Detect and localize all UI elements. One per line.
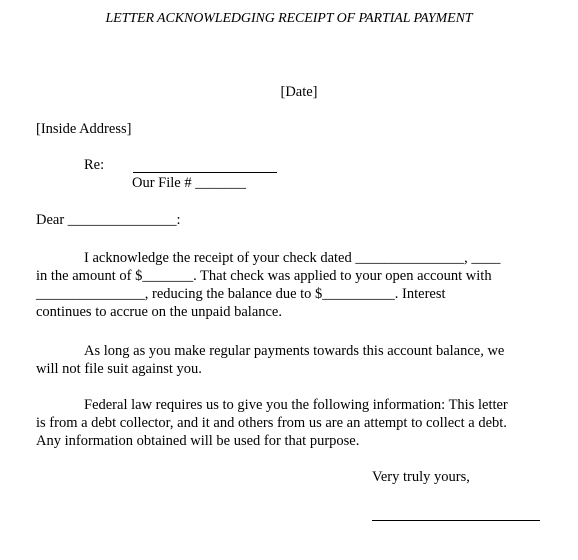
paragraph2-line: As long as you make regular payments towards this account balance, we <box>84 343 505 359</box>
signature-line <box>372 520 540 521</box>
date-placeholder: [Date] <box>280 84 318 100</box>
paragraph1-line: I acknowledge the receipt of your check dated _______________, ____ <box>84 250 501 266</box>
inside-address: [Inside Address] <box>36 121 132 137</box>
paragraph2-line: will not file suit against you. <box>36 361 202 377</box>
re-label: Re: <box>84 157 105 173</box>
re-blank-line <box>133 172 277 173</box>
paragraph3-line: is from a debt collector, and it and others from us are an attempt to collect a debt. <box>36 415 507 431</box>
paragraph3-line: Federal law requires us to give you the following information: This letter <box>84 397 508 413</box>
document-title: LETTER ACKNOWLEDGING RECEIPT OF PARTIAL PAYMENT <box>105 11 473 26</box>
paragraph1-line: in the amount of $_______. That check was applied to your open account with <box>36 268 492 284</box>
closing: Very truly yours, <box>372 469 470 485</box>
paragraph1-line: _______________, reducing the balance due to $__________. Interest <box>36 286 446 302</box>
our-file-number: Our File # _______ <box>132 175 246 191</box>
paragraph1-line: continues to accrue on the unpaid balance. <box>36 304 282 320</box>
salutation: Dear _______________: <box>36 212 181 228</box>
paragraph3-line: Any information obtained will be used for that purpose. <box>36 433 360 449</box>
